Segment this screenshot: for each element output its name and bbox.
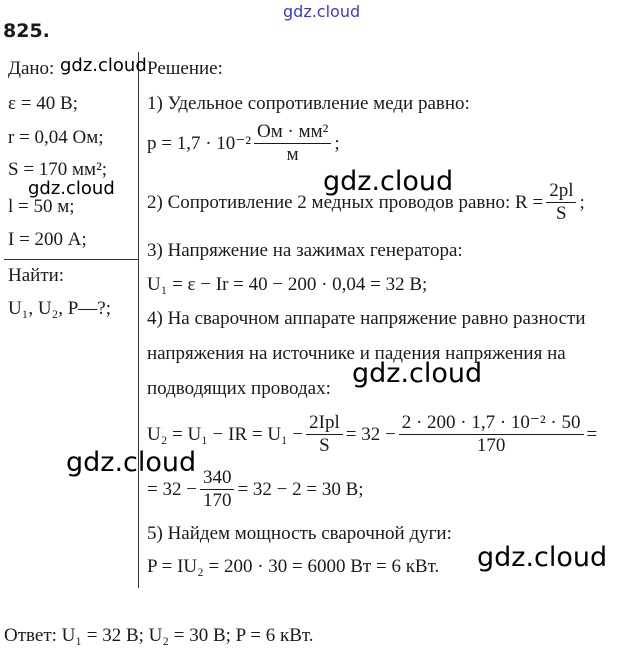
- eq5-part-b: = 32 − 2 = 30 В;: [237, 478, 364, 500]
- eq4-fraction-2: [399, 412, 584, 457]
- eq4-part-c: =: [586, 423, 598, 445]
- solution-step-4-line-2: напряжения на источнике и падения напряжения на: [147, 343, 566, 364]
- solution-step-5: 5) Найдем мощность сварочной дуги:: [147, 523, 452, 544]
- step2-numerator: 2pl: [546, 180, 576, 203]
- equation-power: P = IU₂ = 200 · 30 = 6000 Вт = 6 кВт.: [147, 556, 440, 577]
- eq4-fraction-1-numerator: 2Ipl: [306, 412, 343, 435]
- given-find-divider: [4, 259, 138, 260]
- eq5-fraction: [200, 467, 235, 512]
- eq4-fraction-2-denominator: 170: [476, 435, 506, 456]
- rho-prefix: p = 1,7 · 10⁻²: [147, 133, 252, 154]
- rho-end: ;: [334, 132, 340, 154]
- watermark: gdz.cloud: [28, 178, 115, 199]
- equation-resistivity: [147, 121, 340, 166]
- given-line-length: l = 50 м;: [8, 196, 75, 217]
- watermark: gdz.cloud: [323, 166, 454, 197]
- rho-denominator: м: [286, 144, 299, 165]
- eq4-part-b: = 32 −: [345, 423, 396, 445]
- step2-denominator: S: [556, 203, 567, 224]
- equation-u2: [147, 412, 597, 457]
- left-column-divider: [138, 52, 139, 588]
- step2-end: ;: [579, 191, 585, 213]
- rho-fraction: [254, 121, 331, 166]
- watermark: gdz.cloud: [352, 358, 483, 389]
- eq4-part-a: U₂ = U₁ − IR = U₁ −: [147, 423, 304, 445]
- solution-label: Решение:: [147, 58, 223, 79]
- solution-step-3: 3) Напряжение на зажимах генератора:: [147, 240, 463, 261]
- step2-text: 2) Сопротивление 2 медных проводов равно: R =: [147, 191, 544, 213]
- problem-number: 825.: [3, 20, 50, 42]
- find-text: U₁, U₂, P—?;: [8, 298, 111, 319]
- eq5-fraction-numerator: 340: [200, 467, 235, 490]
- watermark: gdz.cloud: [60, 55, 147, 76]
- given-line-emf: ε = 40 В;: [8, 93, 78, 114]
- eq5-part-a: = 32 −: [147, 478, 197, 500]
- watermark: gdz.cloud: [477, 542, 608, 573]
- watermark: gdz.cloud: [66, 447, 197, 478]
- solution-step-4-line-1: 4) На сварочном аппарате напряжение равно разности: [147, 308, 586, 329]
- given-line-current: I = 200 А;: [8, 229, 87, 250]
- eq4-fraction-1: [306, 412, 343, 457]
- solution-step-1: 1) Удельное сопротивление меди равно:: [147, 93, 470, 114]
- eq4-fraction-2-numerator: 2 · 200 · 1,7 · 10⁻² · 50: [399, 412, 584, 435]
- step2-fraction: [546, 180, 576, 225]
- given-line-resistance: r = 0,04 Ом;: [8, 127, 104, 148]
- equation-u1: U₁ = ε − Ir = 40 − 200 · 0,04 = 32 В;: [147, 274, 428, 295]
- given-line-area: S = 170 мм²;: [8, 159, 108, 180]
- watermark-top: gdz.cloud: [283, 2, 361, 21]
- eq5-fraction-denominator: 170: [202, 490, 232, 511]
- rho-numerator: Ом · мм²: [254, 121, 331, 144]
- given-label: Дано:: [8, 58, 55, 79]
- find-label: Найти:: [8, 265, 65, 286]
- eq4-fraction-1-denominator: S: [319, 435, 330, 456]
- solution-step-4-line-3: подводящих проводах:: [147, 378, 331, 399]
- answer-line: Ответ: U₁ = 32 В; U₂ = 30 В; P = 6 кВт.: [4, 625, 314, 646]
